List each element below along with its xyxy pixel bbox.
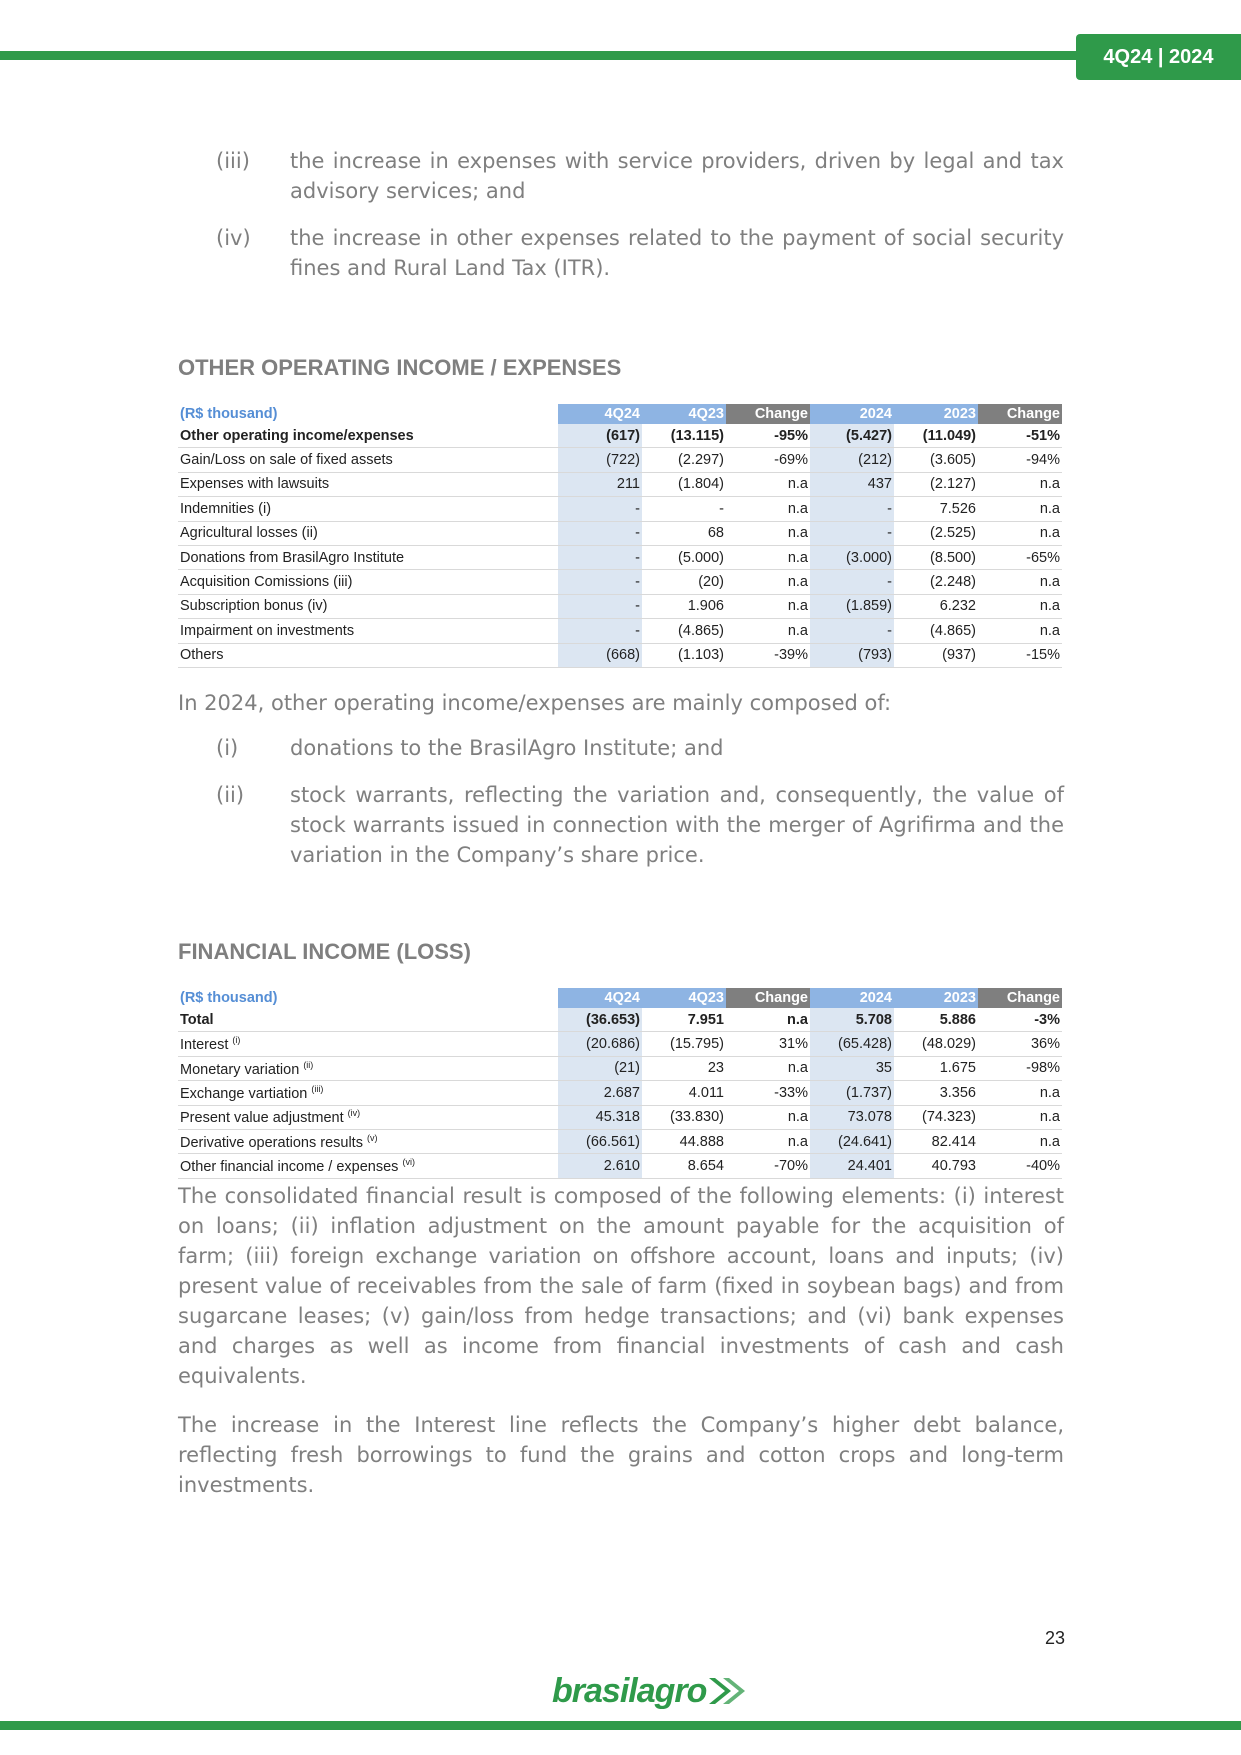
col-header: 4Q24 [558,988,642,1008]
period-badge: 4Q24 | 2024 [1076,34,1241,80]
table-header-row [178,404,1062,424]
footer-bar [0,1721,1241,1730]
table-row: Monetary variation $^{(ii)}$ (21) 23 n.a 35 1.675 -98% [178,1056,1062,1080]
table-row: Total (36.653) 7.951 n.a 5.708 5.886 -3% [178,1008,1062,1032]
list-item: (i) donations to the BrasilAgro Institute; and [216,736,724,760]
table-header-row [178,988,1062,1008]
table-row: Present value adjustment $^{(iv)}$ 45.318 (33.830) n.a 73.078 (74.323) n.a [178,1105,1062,1129]
col-header: 4Q23 [642,404,726,424]
col-header: 4Q24 [558,404,642,424]
table-row: Other financial income / expenses $^{(vi)}$ 2.610 8.654 -70% 24.401 40.793 -40% [178,1154,1062,1178]
col-header: 2024 [810,404,894,424]
col-header: 2023 [894,404,978,424]
list-item: (iii) the increase in expenses with service providers, driven by legal and tax advisory services; and [216,149,1064,203]
table-row: Derivative operations results $^{(v)}$ (66.561) 44.888 n.a (24.641) 82.414 n.a [178,1129,1062,1153]
table-row: Donations from BrasilAgro Institute - (5.000) n.a (3.000) (8.500) -65% [178,545,1062,569]
logo-text: brasilagro [552,1671,707,1710]
table-row: Other operating income/expenses (617) (13.115) -95% (5.427) (11.049) -51% [178,424,1062,448]
table-row: Indemnities (i) - - n.a - 7.526 n.a [178,497,1062,521]
page-number: 23 [1044,1628,1065,1648]
other-operating-table [178,404,1062,668]
table-row: Interest $^{(i)}$ (20.686) (15.795) 31% (65.428) (48.029) 36% [178,1032,1062,1056]
col-header: 2024 [810,988,894,1008]
financial-income-table [178,988,1062,1179]
composition-list [216,733,1064,887]
col-header: 4Q23 [642,988,726,1008]
unit-label: (R$ thousand) [180,990,278,1006]
brasilagro-logo [552,1668,749,1714]
interest-paragraph: The increase in the Interest line reflects the Company’s higher debt balance, reflecting fresh borrowings to fund the grains and cotton crops and long-term investments. [178,1413,1064,1497]
section-title-other-operating: OTHER OPERATING INCOME / EXPENSES [178,355,622,380]
table-row: Agricultural losses (ii) - 68 n.a - (2.525) n.a [178,521,1062,545]
table-row: Exchange vartiation $^{(iii)}$ 2.687 4.011 -33% (1.737) 3.356 n.a [178,1081,1062,1105]
col-header: Change [978,988,1062,1008]
table-row: Subscription bonus (iv) - 1.906 n.a (1.859) 6.232 n.a [178,594,1062,618]
col-header: Change [726,404,810,424]
financial-result-paragraph: The consolidated financial result is composed of the following elements: (i) interest on loans; (ii) inflation adjustment on the amount payable for the acquisition of farm; (iii) foreign exchange variation on offshore account, loans and inputs; (iv) present value of receivables from the sale of farm (fixed in soybean bags) and from sugarcane leases; (v) gain/loss from hedge transactions; and (vi) bank expenses and charges as well as income from financial investments of cash and cash equivalents. [178,1184,1064,1388]
table-row: Impairment on investments - (4.865) n.a - (4.865) n.a [178,619,1062,643]
list-item: (iv) the increase in other expenses related to the payment of social security fines and Rural Land Tax (ITR). [216,226,1064,280]
header-bar [0,51,1100,60]
col-header: Change [726,988,810,1008]
table-row: Gain/Loss on sale of fixed assets (722) (2.297) -69% (212) (3.605) -94% [178,448,1062,472]
section-title-financial-income: FINANCIAL INCOME (LOSS) [178,939,471,964]
list-item: (ii) stock warrants, reflecting the variation and, consequently, the value of stock warrants issued in connection with the merger of Agrifirma and the variation in the Company’s share price. [216,783,1064,867]
section1-intro: In 2024, other operating income/expenses are mainly composed of: [178,691,892,715]
unit-label: (R$ thousand) [180,406,278,422]
table-row: Expenses with lawsuits 211 (1.804) n.a 437 (2.127) n.a [178,472,1062,496]
col-header: Change [978,404,1062,424]
logo-chevrons-icon [707,1676,749,1706]
intro-list [216,146,1064,300]
col-header: 2023 [894,988,978,1008]
table-row: Acquisition Comissions (iii) - (20) n.a - (2.248) n.a [178,570,1062,594]
table-row: Others (668) (1.103) -39% (793) (937) -15% [178,643,1062,667]
